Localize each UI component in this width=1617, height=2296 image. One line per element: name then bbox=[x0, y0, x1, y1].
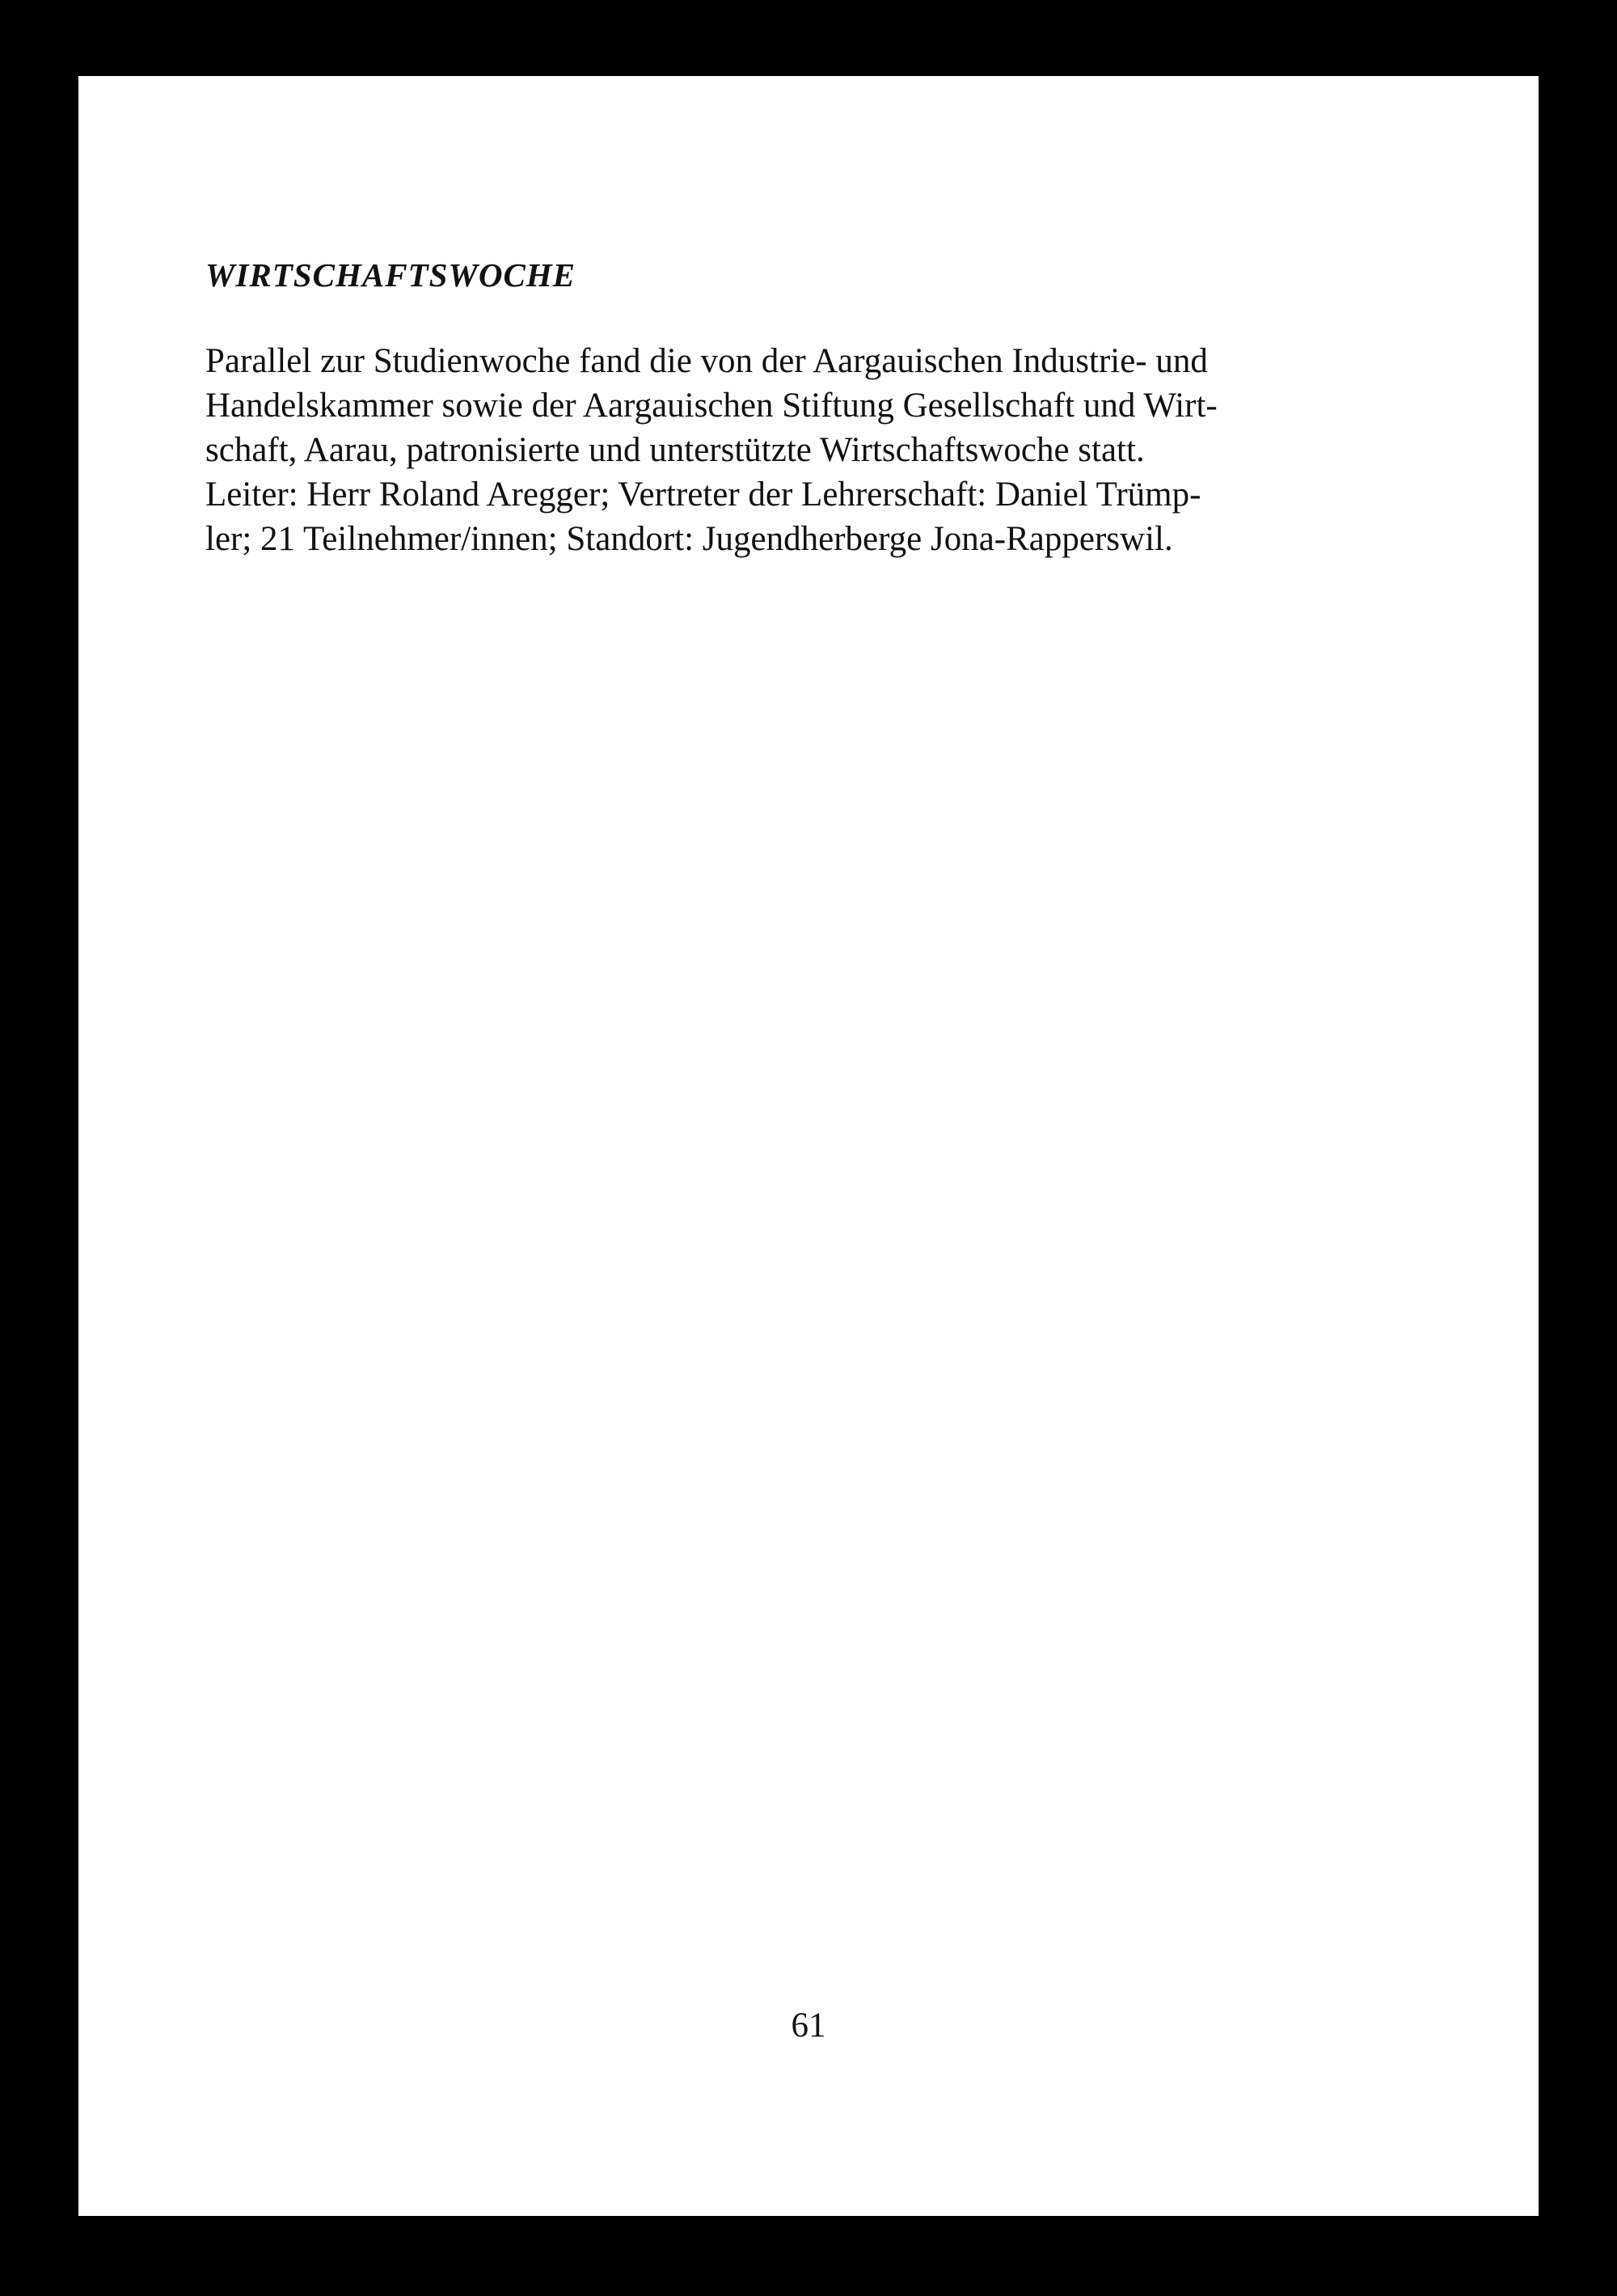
paragraph-line: Handelskammer sowie der Aargauischen Stiftung Gesellschaft und Wirt- bbox=[205, 387, 1218, 425]
paragraph-line: Parallel zur Studienwoche fand die von der Aargauischen Industrie- und bbox=[205, 342, 1208, 380]
body-paragraph bbox=[205, 339, 1370, 561]
section-heading: WIRTSCHAFTSWOCHE bbox=[205, 256, 576, 294]
paragraph-line: Leiter: Herr Roland Aregger; Vertreter der Lehrerschaft: Daniel Trümp- bbox=[205, 476, 1201, 514]
paragraph-line: ler; 21 Teilnehmer/innen; Standort: Jugendherberge Jona-Rapperswil. bbox=[205, 520, 1173, 558]
page-number: 61 bbox=[791, 2006, 826, 2044]
paragraph-line: schaft, Aarau, patronisierte und unterstützte Wirtschaftswoche statt. bbox=[205, 431, 1145, 469]
document-page bbox=[78, 76, 1539, 2216]
